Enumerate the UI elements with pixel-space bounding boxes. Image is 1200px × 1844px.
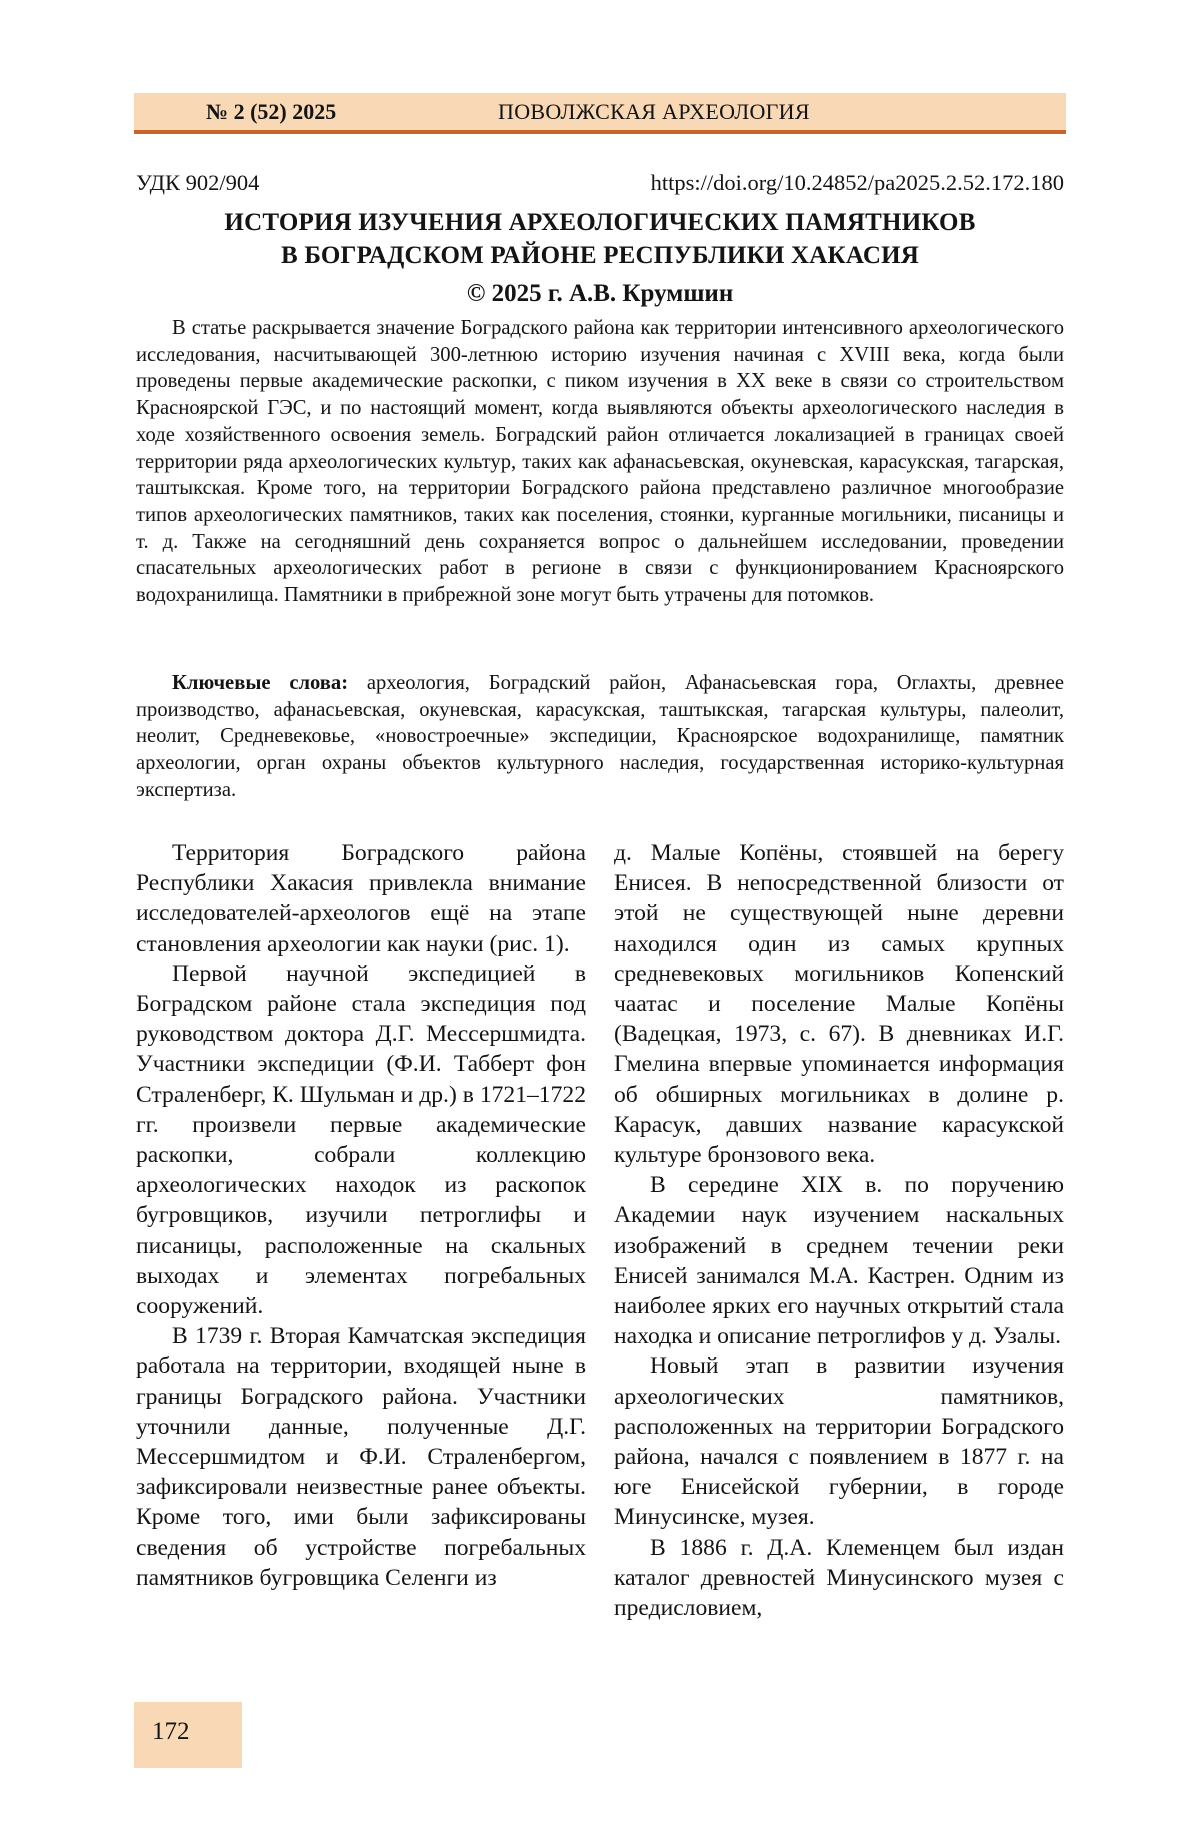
page-number-box bbox=[134, 1702, 242, 1768]
abstract: В статье раскрывается значение Боградского района как территории интенсивного археологического исследования, насчитывающей 300-летнюю историю изучения начиная с XVIII века, когда были проведены первые академические раскопки, с пиком изучения в XX веке в связи со строительством Красноярской ГЭС, и по настоящий момент, когда выявляются объекты археологического наследия в ходе хозяйственного освоения земель. Боградский район отличается локализацией в границах своей территории ряда археологических культур, таких как афанасьевская, окуневская, карасукская, тагарская, таштыкская. Кроме того, на территории Боградского района представлено различное многообразие типов археологических памятников, таких как поселения, стоянки, курганные могильники, писаницы и т. д. Также на сегодняшний день сохраняется вопрос о дальнейшем исследовании, проведении спасательных археологических работ в регионе в связи с функционированием Красноярского водохранилища. Памятники в прибрежной зоне могут быть утрачены для потомков. bbox=[136, 317, 1064, 607]
udk-code: УДК 902/904 bbox=[136, 170, 260, 195]
paragraph: Первой научной экспедицией в Боградском районе стала экспедиция под руководством доктора Д.Г. Мессершмидта. Участники экспедиции (Ф.И. Табберт фон Страленберг, К. Шульман и др.) в 1721–1722 гг. произвели первые академические раскопки, собрали коллекцию археологических находок из раскопок бугровщиков, изучили петроглифы и писаницы, расположенные на скальных выходах и элементах погребальных сооружений. bbox=[136, 960, 586, 1320]
paragraph: В 1886 г. Д.А. Клеменцем был издан каталог древностей Минусинского музея с предисловием, bbox=[614, 1534, 1064, 1622]
keywords bbox=[136, 670, 1064, 804]
paragraph: Новый этап в развитии изучения археологических памятников, расположенных на территории Боградского района, начался с появлением в 1877 г. на юге Енисейской губернии, в городе Минусинске, музея. bbox=[614, 1353, 1064, 1531]
paragraph: В середине XIX в. по поручению Академии наук изучением наскальных изображений в среднем течении реки Енисей занимался М.А. Кастрен. Одним из наиболее ярких его научных открытий стала находка и описание петроглифов у д. Узалы. bbox=[614, 1172, 1064, 1350]
keywords-label: Ключевые слова: bbox=[172, 672, 349, 694]
paragraph: В 1739 г. Вторая Камчатская экспедиция работала на территории, входящей ныне в границы Боградского района. Участники уточнили данные, полученные Д.Г. Мессершмидтом и Ф.И. Страленбергом, зафиксировали неизвестные ранее объекты. Кроме того, ими были зафиксированы сведения об устройстве погребальных памятников бугровщика Селенги из bbox=[136, 1323, 586, 1591]
body-column-right bbox=[614, 838, 1064, 1623]
paragraph: Территория Боградского района Республики Хакасия привлекла внимание исследователей-археологов ещё на этапе становления археологии как науки (рис. 1). bbox=[136, 840, 586, 957]
title-line-1: ИСТОРИЯ ИЗУЧЕНИЯ АРХЕОЛОГИЧЕСКИХ ПАМЯТНИКОВ bbox=[224, 209, 976, 236]
journal-name: ПОВОЛЖСКАЯ АРХЕОЛОГИЯ bbox=[498, 99, 810, 124]
doi-link[interactable]: https://doi.org/10.24852/pa2025.2.52.172.180 bbox=[650, 170, 1064, 195]
body-column-left bbox=[136, 838, 586, 1593]
journal-header-band bbox=[134, 93, 1066, 134]
title-line-2: В БОГРАДСКОМ РАЙОНЕ РЕСПУБЛИКИ ХАКАСИЯ bbox=[281, 242, 919, 269]
page-number: 172 bbox=[152, 1718, 190, 1745]
article-meta bbox=[136, 170, 1064, 196]
issue-number: № 2 (52) 2025 bbox=[206, 99, 337, 124]
article-author: © 2025 г. А.В. Крумшин bbox=[466, 280, 734, 307]
article-title bbox=[134, 206, 1066, 272]
paragraph: д. Малые Копёны, стоявшей на берегу Енисея. В непосредственной близости от этой не существующей ныне деревни находился один из самых крупных средневековых могильников Копенский чаатас и поселение Малые Копёны (Вадецкая, 1973, с. 67). В дневниках И.Г. Гмелина впервые упоминается информация об обширных могильниках в долине р. Карасук, давших название карасукской культуре бронзового века. bbox=[614, 840, 1064, 1169]
keywords-text: археология, Боградский район, Афанасьевская гора, Оглахты, древнее производство, афанасьевская, окуневская, карасукская, таштыкская, тагарская культуры, палеолит, неолит, Средневековье, «новостроечные» экспедиции, Красноярское водохранилище, памятник археологии, орган охраны объектов культурного наследия, государственная историко-культурная экспертиза. bbox=[136, 672, 1065, 801]
